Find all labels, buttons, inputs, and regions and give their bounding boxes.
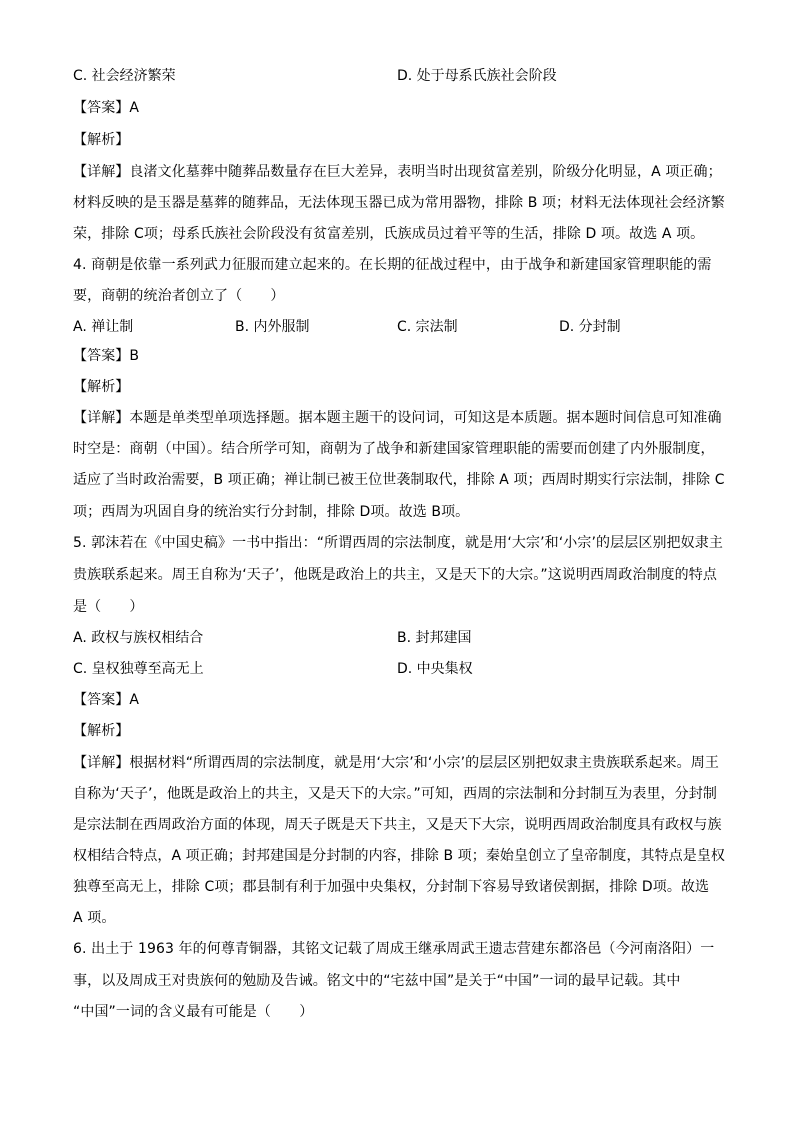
q3-answer: 【答案】A [73, 100, 140, 116]
q4-detail-line: 项；西周为巩固自身的统治实行分封制，排除 D项。故选 B项。 [73, 504, 470, 520]
q3-analysis-label: 【解析】 [73, 132, 130, 148]
q6-stem-line: “中国”一词的含义最有可能是（ ） [73, 1004, 314, 1020]
q5-detail-line: 独尊至高无上，排除 C项；郡县制有利于加强中央集权，分封制下容易导致诸侯割据，排除 D项。故选 [73, 879, 710, 895]
q3-option-c: C. 社会经济繁荣 [73, 68, 176, 84]
q4-option-d: D. 分封制 [559, 319, 621, 335]
q4-detail-line: 时空是：商朝（中国）。结合所学可知，商朝为了战争和新建国家管理职能的需要而创建了内外服制度， [73, 441, 715, 457]
q5-detail-line: 是宗法制在西周政治方面的体现，周天子既是天下共主，又是天下大宗，说明西周政治制度具有政权与族 [73, 817, 722, 833]
q3-option-d: D. 处于母系氏族社会阶段 [397, 68, 557, 84]
q4-answer: 【答案】B [73, 348, 140, 364]
q5-detail-line: 权相结合特点，A 项正确；封邦建国是分封制的内容，排除 B 项；秦始皇创立了皇帝制度，其特点是皇权 [73, 848, 725, 864]
q3-detail-line: 【详解】良渚文化墓葬中随葬品数量存在巨大差异，表明当时出现贫富差别，阶级分化明显，A 项正确； [73, 164, 722, 180]
q6-stem-line: 6. 出土于 1963 年的何尊青铜器，其铭文记载了周成王继承周武王遗志营建东都洛邑（今河南洛阳）一 [73, 941, 715, 957]
q4-stem-line: 要，商朝的统治者创立了（ ） [73, 288, 285, 304]
q5-option-b: B. 封邦建国 [397, 630, 472, 646]
q5-stem-line: 是（ ） [73, 599, 144, 615]
q4-analysis-label: 【解析】 [73, 379, 130, 395]
q6-stem-line: 事，以及周成王对贵族何的勉励及告诫。铭文中的“宅兹中国”是关于“中国”一词的最早记载。其中 [73, 973, 681, 989]
q5-detail-line: 自称为‘天子’，他既是政治上的共主，又是天下的大宗。”可知，西周的宗法制和分封制互为表里，分封制 [73, 786, 717, 802]
q5-detail-line: A 项。 [73, 910, 116, 926]
q5-option-a: A. 政权与族权相结合 [73, 630, 204, 646]
q5-answer: 【答案】A [73, 692, 140, 708]
q5-analysis-label: 【解析】 [73, 723, 130, 739]
q5-option-d: D. 中央集权 [397, 661, 473, 677]
q4-detail-line: 【详解】本题是单类型单项选择题。据本题主题干的设问词，可知这是本质题。据本题时间信息可知准确 [73, 410, 722, 426]
q4-option-a: A. 禅让制 [73, 319, 134, 335]
q5-option-c: C. 皇权独尊至高无上 [73, 661, 204, 677]
q5-stem-line: 贵族联系起来。周王自称为‘天子’，他既是政治上的共主，又是天下的大宗。”这说明西周政治制度的特点 [73, 567, 717, 583]
q5-detail-line: 【详解】根据材料“所谓西周的宗法制度，就是用‘大宗’和‘小宗’的层层区别把奴隶主贵族联系起来。周王 [73, 755, 719, 771]
q3-detail-line: 材料反映的是玉器是墓葬的随葬品，无法体现玉器已成为常用器物，排除 B 项；材料无法体现社会经济繁 [73, 195, 725, 211]
q4-detail-line: 适应了当时政治需要，B 项正确；禅让制已被王位世袭制取代，排除 A 项；西周时期实行宗法制，排除 C [73, 472, 725, 488]
q3-detail-line: 荣，排除 C项；母系氏族社会阶段没有贫富差别，氏族成员过着平等的生活，排除 D 项。故选 A 项。 [73, 226, 705, 242]
q5-stem-line: 5. 郭沫若在《中国史稿》一书中指出：“所谓西周的宗法制度，就是用‘大宗’和‘小宗’的层层区别把奴隶主 [73, 535, 723, 551]
q4-option-c: C. 宗法制 [397, 319, 458, 335]
q4-stem-line: 4. 商朝是依靠一系列武力征服而建立起来的。在长期的征战过程中，由于战争和新建国家管理职能的需 [73, 257, 712, 273]
q4-option-b: B. 内外服制 [235, 319, 310, 335]
